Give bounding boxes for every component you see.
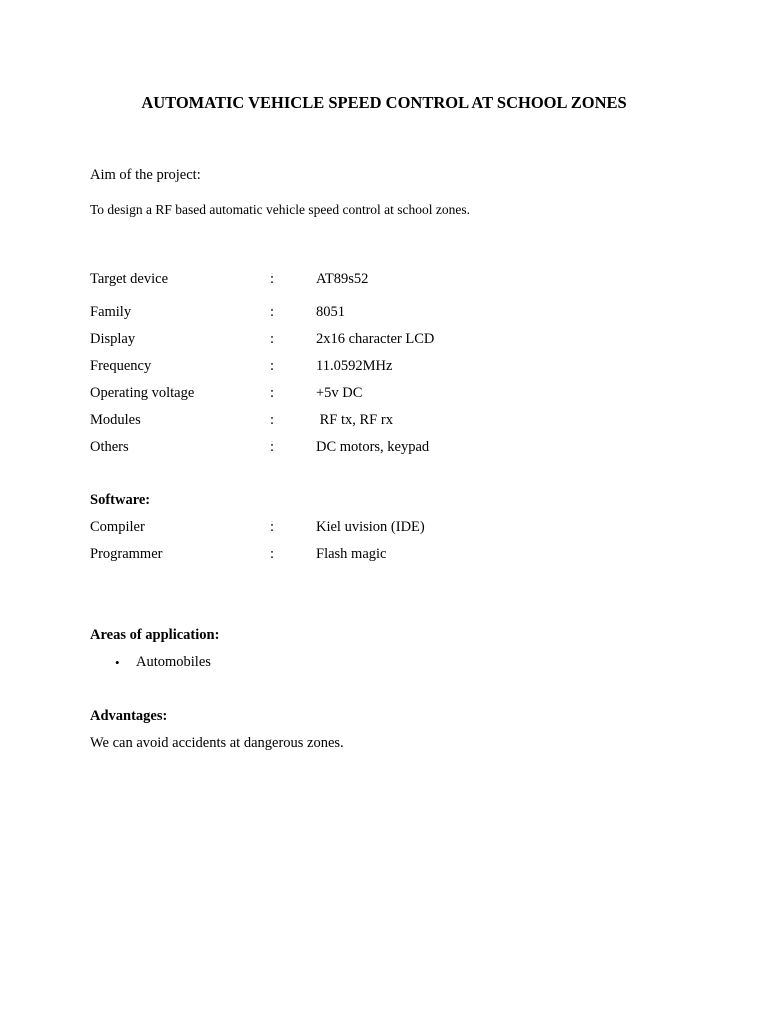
software-colon: : (270, 519, 275, 535)
spec-value: DC motors, keypad (316, 439, 430, 455)
spec-value: AT89s52 (316, 271, 369, 287)
spec-label: Operating voltage (90, 385, 195, 401)
software-heading: Software: (90, 492, 151, 508)
spec-label: Others (90, 439, 129, 455)
spec-label: Target device (90, 271, 169, 287)
spec-value: 11.0592MHz (316, 358, 393, 374)
advantages-heading: Advantages: (90, 708, 168, 724)
application-item: Automobiles (136, 654, 211, 670)
software-label: Programmer (90, 546, 163, 562)
bullet-icon: • (115, 655, 120, 670)
page-title: AUTOMATIC VEHICLE SPEED CONTROL AT SCHOOL ZONES (141, 93, 627, 112)
spec-label: Modules (90, 412, 141, 428)
software-value: Kiel uvision (IDE) (316, 519, 425, 535)
spec-colon: : (270, 412, 275, 428)
software-label: Compiler (90, 519, 145, 535)
spec-value: RF tx, RF rx (316, 412, 393, 428)
aim-heading: Aim of the project: (90, 167, 201, 183)
spec-label: Family (90, 304, 132, 320)
spec-value: 8051 (316, 304, 345, 320)
software-value: Flash magic (316, 546, 387, 562)
advantages-text: We can avoid accidents at dangerous zones. (90, 735, 344, 751)
spec-colon: : (270, 271, 275, 287)
spec-value: 2x16 character LCD (316, 331, 435, 347)
spec-label: Display (90, 331, 136, 347)
spec-colon: : (270, 304, 275, 320)
applications-heading: Areas of application: (90, 627, 220, 643)
software-colon: : (270, 546, 275, 562)
spec-label: Frequency (90, 358, 152, 374)
spec-colon: : (270, 358, 275, 374)
spec-colon: : (270, 385, 275, 401)
aim-text: To design a RF based automatic vehicle speed control at school zones. (90, 202, 470, 217)
spec-colon: : (270, 331, 275, 347)
spec-value: +5v DC (316, 385, 363, 401)
spec-colon: : (270, 439, 275, 455)
